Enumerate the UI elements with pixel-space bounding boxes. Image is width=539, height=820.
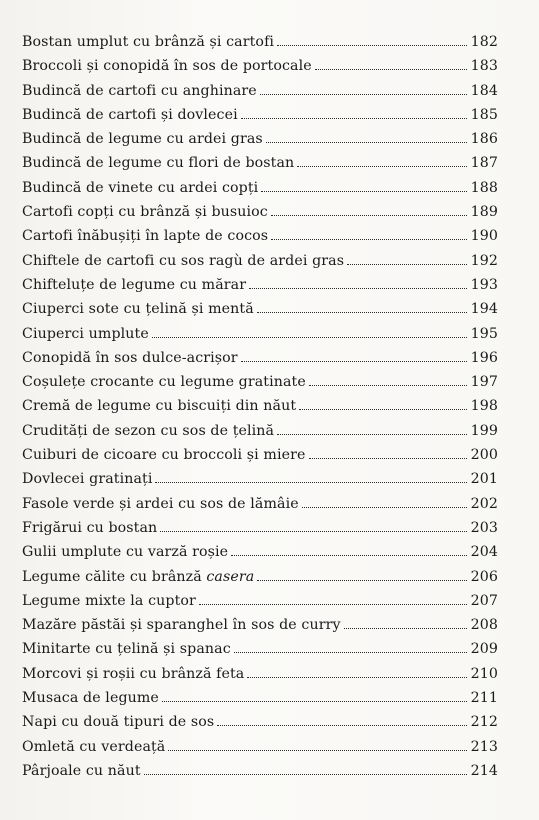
toc-dot-leader (302, 507, 467, 508)
toc-entry-title: Ciuperci umplute (22, 325, 149, 342)
toc-dot-leader (344, 628, 467, 629)
toc-entry-title: Ciuperci sote cu țelină și mentă (22, 301, 254, 318)
toc-dot-leader (155, 482, 466, 483)
toc-dot-leader (266, 142, 467, 143)
toc-entry (22, 714, 498, 738)
toc-entry-title: Budincă de vinete cu ardei copți (22, 179, 259, 196)
toc-entry (22, 131, 498, 155)
toc-entry (22, 617, 498, 641)
toc-entry-title: Coșulețe crocante cu legume gratinate (22, 374, 306, 391)
toc-entry (22, 544, 498, 568)
toc-entry (22, 34, 498, 58)
toc-page-number: 200 (470, 447, 498, 464)
toc-entry (22, 666, 498, 690)
toc-entry-title: Fasole verde și ardei cu sos de lămâie (22, 495, 299, 512)
toc-dot-leader (309, 458, 467, 459)
toc-dot-leader (217, 725, 466, 726)
toc-dot-leader (347, 264, 467, 265)
toc-entry (22, 398, 498, 422)
toc-entry-title: Cartofi copți cu brânză și busuioc (22, 204, 268, 221)
toc-entry (22, 204, 498, 228)
toc-entry-title: Legume mixte la cuptor (22, 592, 196, 609)
toc-dot-leader (199, 604, 467, 605)
toc-entry (22, 569, 498, 593)
toc-entry-title-italic: casera (206, 568, 255, 585)
toc-entry-title: Chiftele de cartofi cu sos ragù de ardei gras (22, 252, 345, 269)
toc-page-number: 199 (470, 422, 498, 439)
toc-page-number: 207 (470, 592, 498, 609)
toc-page-number: 190 (470, 228, 498, 245)
toc-dot-leader (261, 191, 466, 192)
toc-entry-title: Cuiburi de cicoare cu broccoli și miere (22, 447, 306, 464)
toc-entry-title: Cremă de legume cu biscuiți din năut (22, 398, 297, 415)
toc-dot-leader (277, 434, 467, 435)
toc-page-number: 192 (470, 252, 498, 269)
toc-entry-title: Budincă de cartofi cu anghinare (22, 82, 257, 99)
toc-entry-title: Musaca de legume (22, 690, 159, 707)
toc-entry (22, 641, 498, 665)
toc-entry-title: Minitarte cu țelină și spanac (22, 641, 231, 658)
toc-dot-leader (299, 409, 466, 410)
toc-entry-title: Bostan umplut cu brânză și cartofi (22, 34, 275, 50)
toc-dot-leader (231, 555, 466, 556)
toc-page-number: 197 (470, 374, 498, 391)
toc-page-number: 210 (470, 665, 498, 682)
toc-entry-title: Cartofi înăbușiți în lapte de cocos (22, 228, 269, 245)
toc-entry (22, 471, 498, 495)
toc-entry (22, 326, 498, 350)
toc-entry (22, 520, 498, 544)
toc-page-number: 186 (470, 131, 498, 148)
toc-entry-title: Gulii umplute cu varză roșie (22, 544, 229, 561)
toc-dot-leader (241, 118, 467, 119)
toc-dot-leader (234, 652, 467, 653)
toc-dot-leader (260, 94, 467, 95)
toc-page-number: 202 (470, 495, 498, 512)
toc-page-number: 201 (470, 471, 498, 488)
toc-dot-leader (315, 69, 467, 70)
toc-entry (22, 155, 498, 179)
toc-dot-leader (162, 701, 467, 702)
toc-entry (22, 496, 498, 520)
toc-page-number: 213 (470, 738, 498, 755)
toc-dot-leader (144, 774, 467, 775)
toc-page-number: 184 (470, 82, 498, 99)
toc-page-number: 208 (470, 617, 498, 634)
toc-page-number: 206 (470, 568, 498, 585)
toc-entry-title: Crudități de sezon cu sos de țelină (22, 422, 275, 439)
toc-page-number: 193 (470, 276, 498, 293)
toc-entry (22, 277, 498, 301)
toc-entry (22, 228, 498, 252)
toc-entry (22, 83, 498, 107)
toc-page-number: 209 (470, 641, 498, 658)
toc-entry (22, 690, 498, 714)
toc-entry (22, 350, 498, 374)
toc-dot-leader (257, 312, 467, 313)
toc-dot-leader (257, 580, 466, 581)
toc-page-number: 194 (470, 301, 498, 318)
toc-page-number: 203 (470, 519, 498, 536)
toc-dot-leader (241, 361, 467, 362)
table-of-contents (22, 34, 498, 787)
toc-dot-leader (277, 45, 467, 46)
toc-page-number: 212 (470, 714, 498, 731)
toc-page-number: 211 (470, 690, 498, 707)
toc-entry (22, 739, 498, 763)
toc-entry (22, 374, 498, 398)
toc-entry (22, 180, 498, 204)
toc-dot-leader (168, 750, 466, 751)
toc-page-number: 189 (470, 204, 498, 221)
toc-dot-leader (249, 288, 467, 289)
toc-dot-leader (247, 677, 466, 678)
toc-entry (22, 301, 498, 325)
toc-entry (22, 58, 498, 82)
toc-page-number: 183 (470, 58, 498, 75)
toc-entry-title: Chifteluțe de legume cu mărar (22, 276, 247, 293)
toc-dot-leader (152, 337, 467, 338)
toc-entry-title: Budincă de legume cu ardei gras (22, 131, 263, 148)
toc-entry (22, 107, 498, 131)
toc-entry-title: Morcovi și roșii cu brânză feta (22, 665, 245, 682)
toc-page-number: 204 (470, 544, 498, 561)
toc-entry (22, 593, 498, 617)
toc-entry-title: Budincă de legume cu flori de bostan (22, 155, 295, 172)
toc-entry-title: Frigărui cu bostan (22, 519, 158, 536)
toc-entry-title: Mazăre păstăi și sparanghel în sos de curry (22, 617, 341, 634)
toc-dot-leader (271, 239, 466, 240)
toc-entry-title-text: Legume călite cu brânză (22, 568, 207, 585)
toc-page-number: 198 (470, 398, 498, 415)
toc-page-number: 182 (470, 34, 498, 50)
toc-entry-title: Conopidă în sos dulce-acrișor (22, 349, 238, 366)
toc-page-number: 185 (470, 106, 498, 123)
toc-entry-title: Omletă cu verdeață (22, 738, 166, 755)
toc-entry-title: Broccoli și conopidă în sos de portocale (22, 58, 312, 75)
toc-dot-leader (271, 215, 467, 216)
toc-entry-title (22, 569, 254, 585)
toc-dot-leader (160, 531, 466, 532)
toc-entry (22, 253, 498, 277)
toc-dot-leader (297, 166, 466, 167)
toc-page-number: 188 (470, 179, 498, 196)
toc-page-number: 214 (470, 762, 498, 779)
toc-page-number: 196 (470, 349, 498, 366)
toc-entry (22, 423, 498, 447)
toc-entry-title: Napi cu două tipuri de sos (22, 714, 215, 731)
toc-entry (22, 763, 498, 787)
toc-entry (22, 447, 498, 471)
toc-page-number: 187 (470, 155, 498, 172)
toc-entry-title: Budincă de cartofi și dovlecei (22, 106, 238, 123)
toc-dot-leader (309, 385, 467, 386)
toc-entry-title: Pârjoale cu năut (22, 762, 141, 779)
toc-page-number: 195 (470, 325, 498, 342)
toc-entry-title: Dovlecei gratinați (22, 471, 153, 488)
